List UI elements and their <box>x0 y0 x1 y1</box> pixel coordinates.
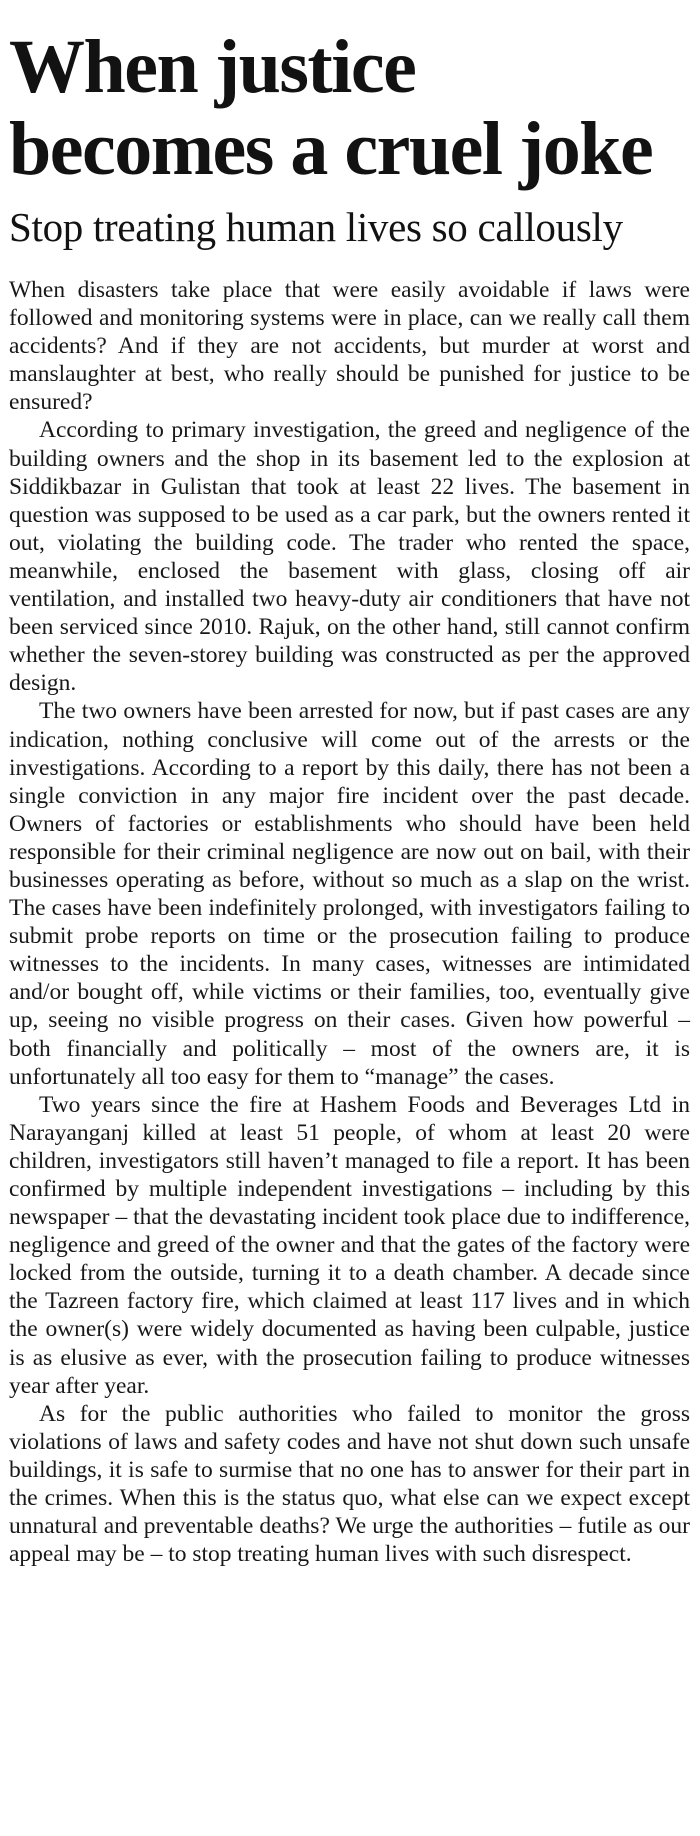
article-paragraph: According to primary investigation, the greed and negligence of the building owners and the shop in its basement led to the explosion at Siddikbazar in Gulistan that took at least 22 lives. The basement in question was supposed to be used as a car park, but the owners rented it out, violating the building code. The trader who rented the space, meanwhile, enclosed the basement with glass, closing off air ventilation, and installed two heavy-duty air conditioners that have not been serviced since 2010. Rajuk, on the other hand, still cannot confirm whether the seven-storey building was constructed as per the approved design. <box>9 417 690 697</box>
article-paragraph: As for the public authorities who failed to monitor the gross violations of laws and safety codes and have not shut down such unsafe buildings, it is safe to surmise that no one has to answer for their part in the crimes. When this is the status quo, what else can we expect except unnatural and preventable deaths? We urge the authorities – futile as our appeal may be – to stop treating human lives with such disrespect. <box>9 1400 690 1568</box>
article-subhead: Stop treating human lives so callously <box>9 204 623 250</box>
article-headline: When justice becomes a cruel joke <box>9 25 653 191</box>
article-paragraph: The two owners have been arrested for now, but if past cases are any indication, nothing conclusive will come out of the arrests or the investigations. According to a report by this daily, there has not been a single conviction in any major fire incident over the past decade. Owners of factories or establishments who should have been held responsible for their criminal negligence are now out on bail, with their businesses operating as before, without so much as a slap on the wrist. The cases have been indefinitely prolonged, with investigators failing to submit probe reports on time or the prosecution failing to produce witnesses to the incidents. In many cases, witnesses are intimidated and/or bought off, while victims or their families, too, eventually give up, seeing no visible progress on their cases. Given how powerful – both financially and politically – most of the owners are, it is unfortunately all too easy for them to “manage” the cases. <box>9 698 690 1090</box>
article-paragraph: When disasters take place that were easily avoidable if laws were followed and monitoring systems were in place, can we really call them accidents? And if they are not accidents, but murder at worst and manslaughter at best, who really should be punished for justice to be ensured? <box>9 277 690 416</box>
article-body <box>9 276 690 1568</box>
article-paragraph: Two years since the fire at Hashem Foods and Beverages Ltd in Narayanganj killed at least 51 people, of whom at least 20 were children, investigators still haven’t managed to file a report. It has been confirmed by multiple independent investigations – including by this newspaper – that the devastating incident took place due to indifference, negligence and greed of the owner and that the gates of the factory were locked from the outside, turning it to a death chamber. A decade since the Tazreen factory fire, which claimed at least 117 lives and in which the owner(s) were widely documented as having been culpable, justice is as elusive as ever, with the prosecution failing to produce witnesses year after year. <box>9 1091 690 1399</box>
